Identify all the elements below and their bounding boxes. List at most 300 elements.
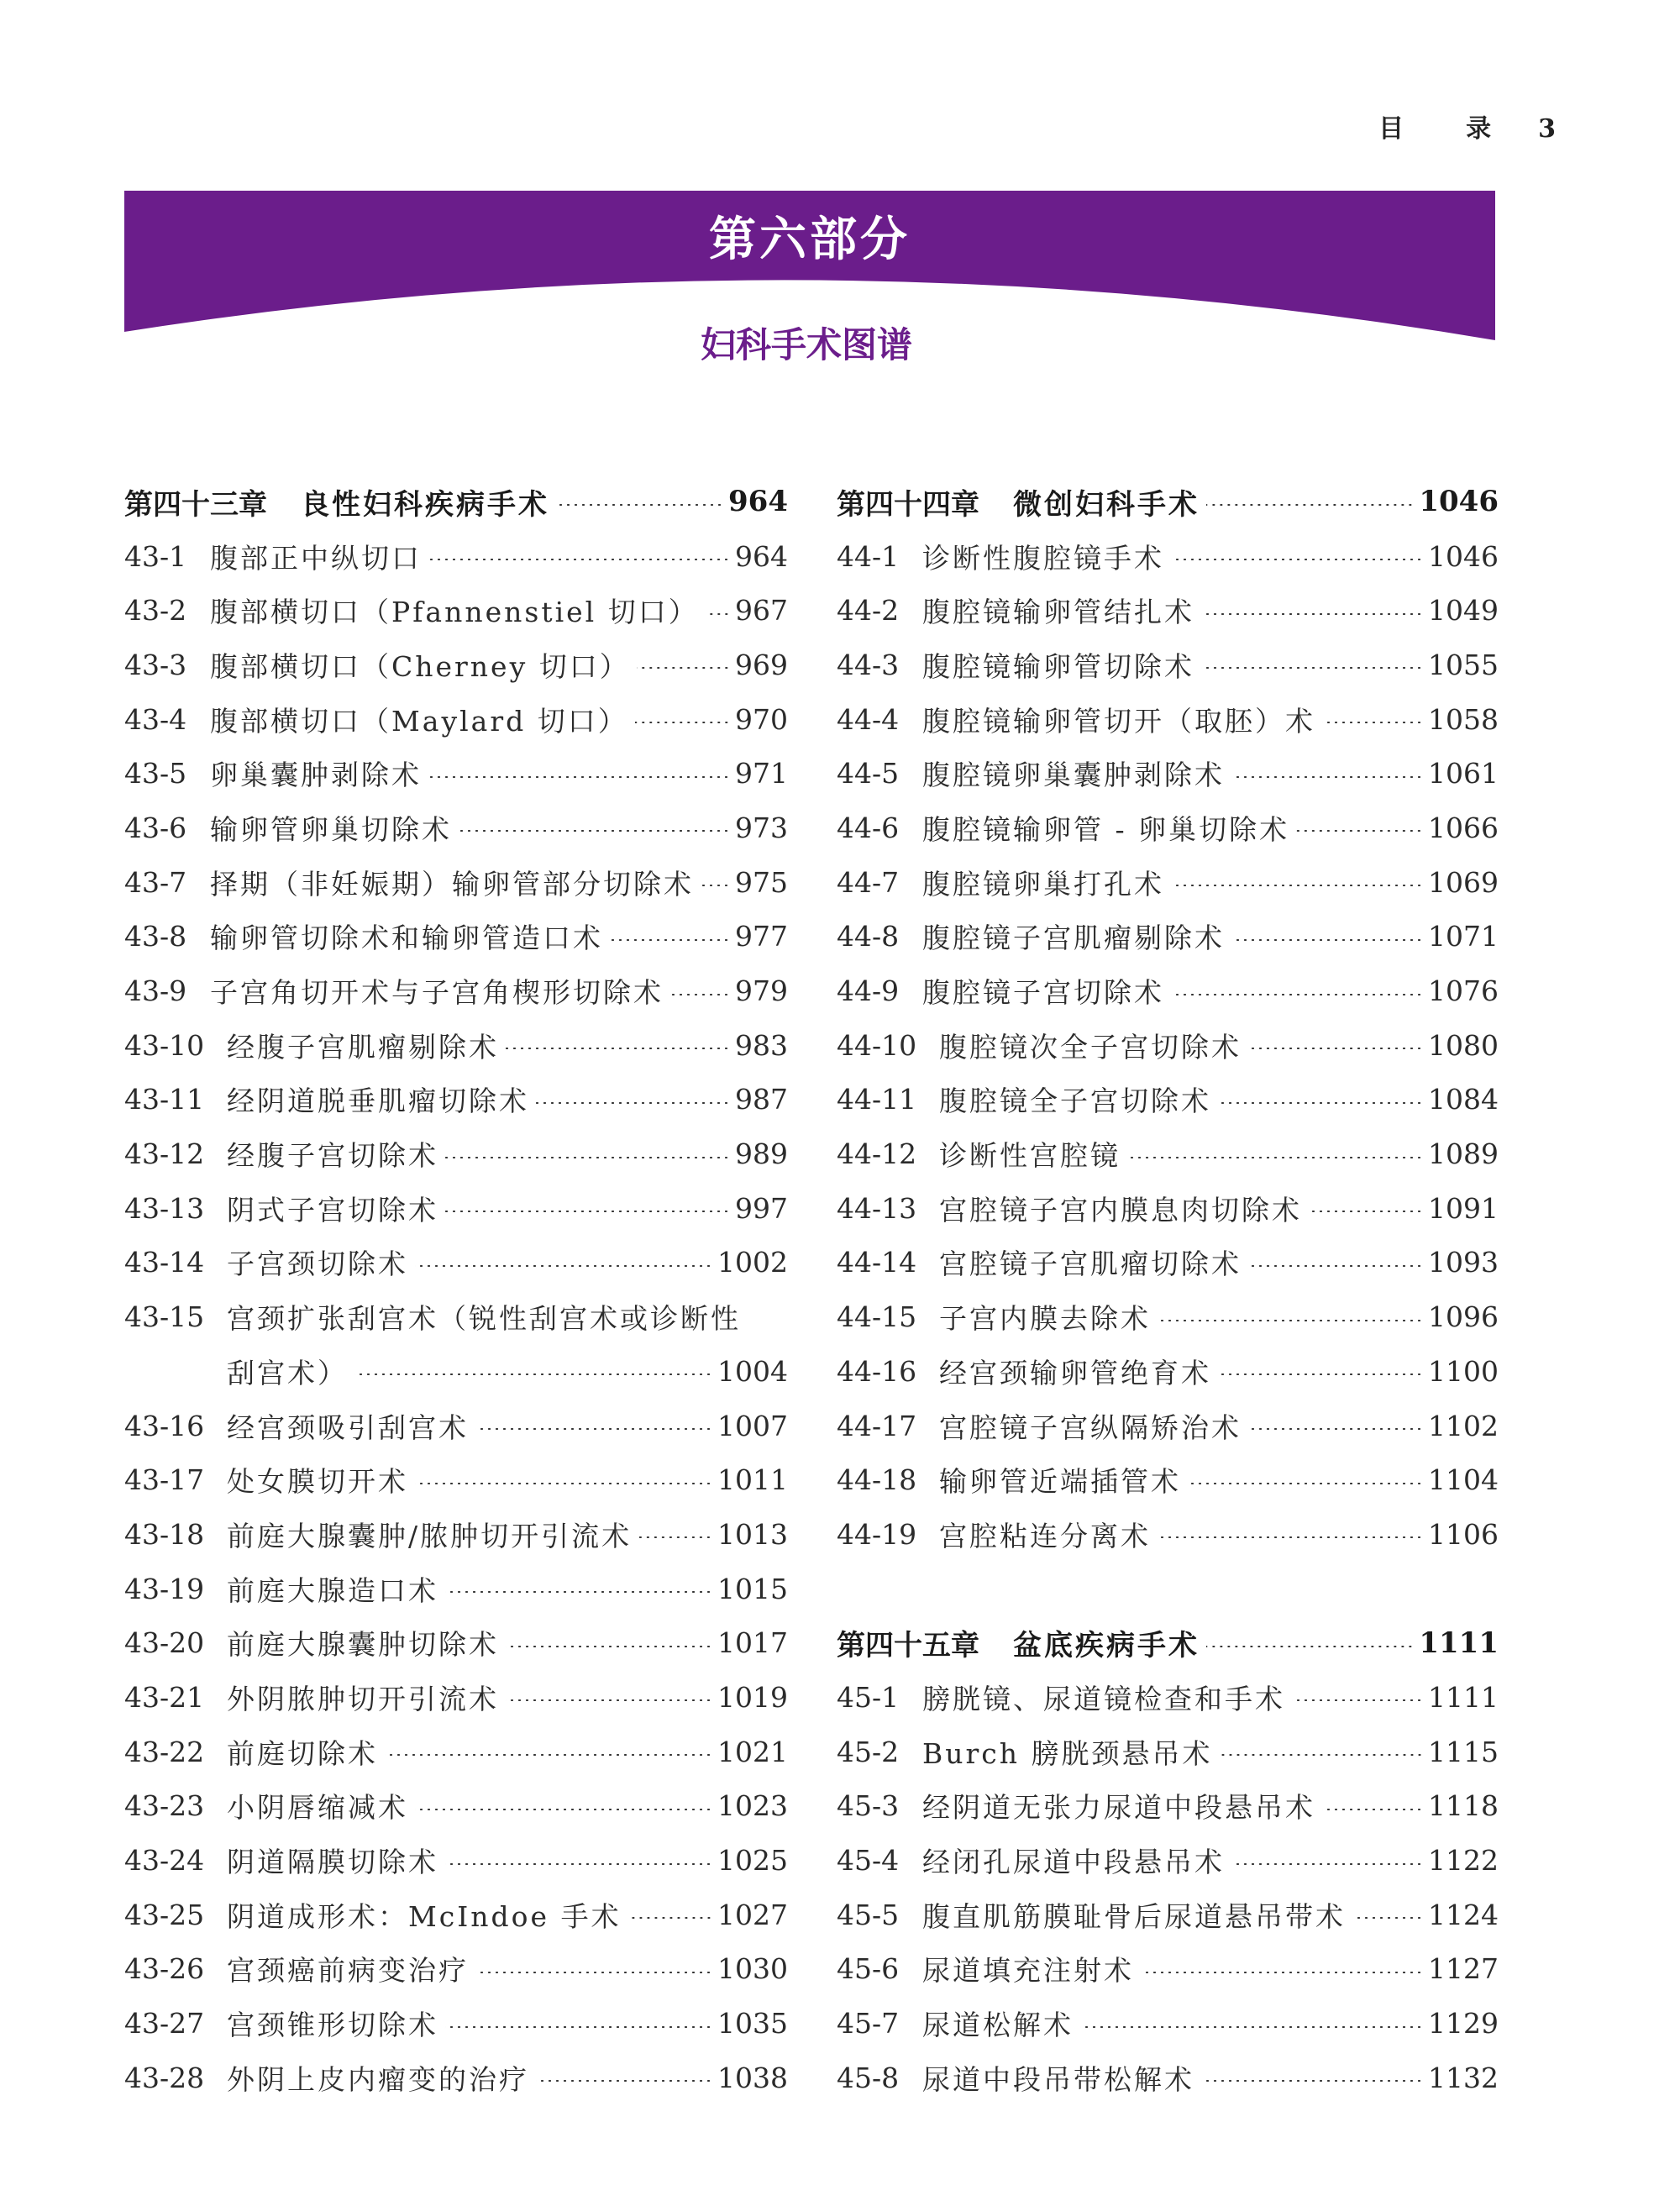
- entry-number: 44-6: [837, 811, 900, 844]
- dot-leader: [1218, 1102, 1423, 1104]
- dot-leader: [1322, 722, 1423, 723]
- chapter-43-heading[interactable]: [124, 475, 788, 529]
- entry-title: 输卵管近端插管术: [939, 1465, 1181, 1499]
- entry-page: 989: [735, 1137, 788, 1171]
- header-title: 目 录: [1378, 114, 1510, 144]
- entry-page: 977: [735, 920, 788, 953]
- entry-title: 腹部正中纵切口: [210, 541, 422, 575]
- entry-page: 1019: [717, 1680, 788, 1714]
- toc-entry[interactable]: [124, 1399, 788, 1453]
- entry-page: 1004: [717, 1354, 788, 1388]
- dot-leader: [701, 885, 730, 886]
- entry-title: 诊断性腹腔镜手术: [922, 541, 1164, 575]
- entry-title: 子宫颈切除术: [227, 1247, 408, 1281]
- entry-number: 43-12: [124, 1137, 205, 1171]
- entry-page: 1025: [717, 1844, 788, 1878]
- entry-page: 1069: [1428, 865, 1499, 899]
- running-header: [1378, 108, 1556, 144]
- entry-title: 经腹子宫切除术: [227, 1139, 438, 1173]
- dot-leader: [506, 1646, 712, 1647]
- entry-title: 经宫颈吸引刮宫术: [227, 1410, 469, 1444]
- toc-entry[interactable]: [837, 1073, 1499, 1127]
- chapter-number: 第四十五章: [837, 1629, 979, 1663]
- entry-number: 43-16: [124, 1409, 205, 1442]
- entry-page: 987: [735, 1083, 788, 1116]
- dot-leader: [536, 1102, 730, 1104]
- entry-number: 45-3: [837, 1789, 900, 1823]
- entry-title: 输卵管卵巢切除术: [210, 812, 452, 846]
- entry-page: 964: [735, 539, 788, 573]
- entry-page: 1118: [1428, 1789, 1499, 1823]
- dot-leader: [506, 1699, 712, 1701]
- entry-page: 973: [735, 811, 788, 844]
- toc-entry[interactable]: [124, 529, 788, 584]
- entry-title: 腹腔镜输卵管 - 卵巢切除术: [922, 812, 1290, 846]
- entry-title: 输卵管切除术和输卵管造口术: [210, 922, 603, 955]
- entry-title: 前庭大腺囊肿/脓肿切开引流术: [227, 1519, 633, 1552]
- entry-title: 腹腔镜卵巢囊肿剥除术: [922, 759, 1225, 792]
- entry-number: 43-10: [124, 1028, 205, 1062]
- entry-page: 1111: [1428, 1680, 1499, 1714]
- entry-page: 1061: [1428, 757, 1499, 790]
- entry-number: 45-2: [837, 1735, 900, 1768]
- entry-page: 1106: [1428, 1517, 1499, 1551]
- dot-leader: [1296, 830, 1423, 832]
- dot-leader: [1201, 2080, 1423, 2082]
- entry-page: 1030: [717, 1952, 788, 1986]
- entry-page: 1071: [1428, 920, 1499, 953]
- toc-entry[interactable]: [124, 1996, 788, 2051]
- entry-title: 腹部横切口（Maylard 切口）: [210, 704, 628, 738]
- entry-number: 43-27: [124, 2007, 205, 2041]
- entry-page: 1013: [717, 1517, 788, 1551]
- toc-entry[interactable]: [837, 1833, 1499, 1888]
- dot-leader: [1141, 1972, 1423, 1973]
- entry-page: 1084: [1428, 1083, 1499, 1116]
- entry-number: 44-13: [837, 1191, 917, 1225]
- dot-leader: [428, 776, 730, 778]
- entry-number: 43-24: [124, 1844, 205, 1878]
- entry-number: 44-14: [837, 1246, 917, 1279]
- dot-leader: [415, 1265, 712, 1267]
- toc-entry[interactable]: [837, 1289, 1499, 1344]
- toc-column-right: [837, 475, 1499, 2105]
- entry-page: 1021: [717, 1735, 788, 1768]
- dot-leader: [1171, 994, 1423, 995]
- toc-entry[interactable]: [837, 638, 1499, 692]
- toc-entry[interactable]: [837, 1236, 1499, 1290]
- dot-leader: [1171, 885, 1423, 886]
- entry-page: 1007: [717, 1409, 788, 1442]
- entry-number: 43-21: [124, 1680, 205, 1714]
- entry-title: 宫腔镜子宫内膜息肉切除术: [939, 1193, 1302, 1226]
- dot-leader: [1231, 776, 1423, 778]
- entry-title: 宫腔镜子宫肌瘤切除术: [939, 1247, 1242, 1281]
- entry-number: 45-6: [837, 1952, 900, 1986]
- toc-entry[interactable]: [837, 583, 1499, 638]
- entry-page: 1027: [717, 1898, 788, 1931]
- dot-leader: [1248, 1048, 1423, 1049]
- dot-leader: [1231, 939, 1423, 941]
- dot-leader: [1201, 613, 1423, 615]
- entry-page: 1080: [1428, 1028, 1499, 1062]
- toc-entry[interactable]: [837, 1779, 1499, 1834]
- toc-entry[interactable]: [837, 1181, 1499, 1236]
- entry-number: 43-26: [124, 1952, 205, 1986]
- toc-entry-continuation[interactable]: [124, 1344, 788, 1399]
- entry-number: 45-7: [837, 2007, 900, 2041]
- toc-entry[interactable]: [124, 1018, 788, 1073]
- entry-number: 43-28: [124, 2061, 205, 2094]
- entry-number: 43-5: [124, 757, 187, 790]
- entry-title: 前庭大腺造口术: [227, 1573, 438, 1607]
- part-title: 第六部分: [709, 212, 911, 267]
- toc-entry[interactable]: [124, 1725, 788, 1779]
- entry-page: 970: [735, 702, 788, 736]
- toc-entry[interactable]: [124, 1779, 788, 1834]
- entry-title: 腹腔镜全子宫切除术: [939, 1085, 1211, 1118]
- entry-number: 43-23: [124, 1789, 205, 1823]
- entry-number: 44-10: [837, 1028, 917, 1062]
- entry-number: 43-4: [124, 702, 187, 736]
- entry-page: 1055: [1428, 648, 1499, 681]
- entry-title: 腹部横切口（Pfannenstiel 切口）: [210, 596, 699, 629]
- toc-entry[interactable]: [837, 1452, 1499, 1507]
- toc-entry[interactable]: [837, 1942, 1499, 1997]
- entry-title: Burch 膀胱颈悬吊术: [922, 1736, 1213, 1770]
- toc-entry[interactable]: [124, 746, 788, 801]
- toc-entry[interactable]: [837, 1507, 1499, 1562]
- entry-number: 43-19: [124, 1572, 205, 1605]
- entry-title: 腹腔镜输卵管切除术: [922, 649, 1194, 683]
- chapter-title: 良性妇科疾病手术: [301, 487, 549, 522]
- dot-leader: [1248, 1265, 1423, 1267]
- entry-page: 1023: [717, 1789, 788, 1823]
- toc-entry[interactable]: [837, 1996, 1499, 2051]
- entry-number: 43-13: [124, 1191, 205, 1225]
- dot-leader: [1080, 2026, 1423, 2028]
- entry-number: 43-6: [124, 811, 187, 844]
- entry-title: 经阴道无张力尿道中段悬吊术: [922, 1791, 1315, 1825]
- entry-number: 43-7: [124, 865, 187, 899]
- entry-number: 43-17: [124, 1463, 205, 1497]
- dot-leader: [506, 1048, 730, 1049]
- dot-leader: [1352, 1917, 1423, 1919]
- dot-leader: [1248, 1428, 1423, 1430]
- entry-number: 44-7: [837, 865, 900, 899]
- chapter-page: 964: [728, 485, 788, 519]
- toc-entry[interactable]: [124, 1562, 788, 1616]
- entry-number: 44-11: [837, 1083, 917, 1116]
- entry-title: 处女膜切开术: [227, 1465, 408, 1499]
- dot-leader: [1171, 559, 1423, 560]
- toc-entry[interactable]: [837, 746, 1499, 801]
- dot-leader: [445, 1591, 712, 1593]
- dot-leader: [1218, 1374, 1423, 1375]
- dot-leader: [635, 722, 730, 723]
- entry-title: 经腹子宫肌瘤剔除术: [227, 1030, 499, 1064]
- toc-entry[interactable]: [124, 1507, 788, 1562]
- chapter-number: 第四十三章: [124, 487, 267, 522]
- entry-page: 1124: [1428, 1898, 1499, 1931]
- toc-entry[interactable]: [837, 1888, 1499, 1942]
- entry-title: 诊断性宫腔镜: [939, 1139, 1121, 1173]
- entry-title: 尿道填充注射术: [922, 1954, 1134, 1988]
- entry-number: 43-15: [124, 1300, 205, 1334]
- entry-title: 前庭切除术: [227, 1736, 378, 1770]
- dot-leader: [445, 2026, 712, 2028]
- dot-leader: [1201, 667, 1423, 669]
- toc-entry[interactable]: [837, 1127, 1499, 1181]
- entry-title: 宫颈癌前病变治疗: [227, 1954, 469, 1988]
- entry-title: 阴式子宫切除术: [227, 1193, 438, 1226]
- entry-number: 44-15: [837, 1300, 917, 1334]
- entry-number: 44-18: [837, 1463, 917, 1497]
- entry-title: 尿道松解术: [922, 2009, 1074, 2042]
- toc-entry[interactable]: [124, 1181, 788, 1236]
- dot-leader: [638, 1536, 712, 1538]
- toc-entry[interactable]: [837, 801, 1499, 855]
- entry-title: 腹腔镜子宫肌瘤剔除术: [922, 922, 1225, 955]
- dot-leader: [1309, 1211, 1423, 1212]
- entry-page: 979: [735, 974, 788, 1008]
- entry-page: 1102: [1428, 1409, 1499, 1442]
- entry-number: 44-9: [837, 974, 900, 1008]
- toc-entry[interactable]: [124, 964, 788, 1018]
- entry-title: 膀胱镜、尿道镜检查和手术: [922, 1682, 1285, 1715]
- entry-number: 45-8: [837, 2061, 900, 2094]
- toc-entry[interactable]: [837, 855, 1499, 910]
- toc-entry[interactable]: [124, 638, 788, 692]
- dot-leader: [670, 994, 730, 995]
- toc-entry[interactable]: [124, 2051, 788, 2105]
- dot-leader: [1158, 1536, 1423, 1538]
- entry-title: 经阴道脱垂肌瘤切除术: [227, 1085, 529, 1118]
- toc-entry[interactable]: [124, 583, 788, 638]
- dot-leader: [1231, 1863, 1423, 1865]
- toc-entry[interactable]: [837, 1399, 1499, 1453]
- dot-leader: [628, 1917, 712, 1919]
- dot-leader: [1158, 1320, 1423, 1321]
- chapter-page: 1111: [1419, 1626, 1499, 1660]
- entry-page: 997: [735, 1191, 788, 1225]
- entry-number: 44-19: [837, 1517, 917, 1551]
- entry-number: 44-4: [837, 702, 900, 736]
- entry-title: 宫颈锥形切除术: [227, 2009, 438, 2042]
- toc-entry[interactable]: [124, 855, 788, 910]
- entry-number: 43-8: [124, 920, 187, 953]
- entry-title: 宫腔镜子宫纵隔矫治术: [939, 1410, 1242, 1444]
- entry-page: 1122: [1428, 1844, 1499, 1878]
- toc-entry[interactable]: [837, 1725, 1499, 1779]
- toc-entry[interactable]: [837, 1344, 1499, 1399]
- entry-title: 卵巢囊肿剥除术: [210, 759, 422, 792]
- entry-number: 43-20: [124, 1626, 205, 1660]
- entry-number: 44-5: [837, 757, 900, 790]
- entry-title: 腹腔镜卵巢打孔术: [922, 867, 1164, 901]
- entry-page: 1091: [1428, 1191, 1499, 1225]
- entry-page: 1011: [717, 1463, 788, 1497]
- toc-entry[interactable]: [837, 692, 1499, 747]
- entry-number: 43-25: [124, 1898, 205, 1931]
- dot-leader: [354, 1374, 712, 1375]
- dot-leader: [445, 1863, 712, 1865]
- dot-leader: [445, 1157, 730, 1158]
- entry-page: 1038: [717, 2061, 788, 2094]
- entry-number: 44-1: [837, 539, 900, 573]
- entry-page: 1017: [717, 1626, 788, 1660]
- entry-number: 44-8: [837, 920, 900, 953]
- entry-number: 45-1: [837, 1680, 900, 1714]
- entry-title: 尿道中段吊带松解术: [922, 2062, 1194, 2096]
- entry-page: 1093: [1428, 1246, 1499, 1279]
- entry-title: 经闭孔尿道中段悬吊术: [922, 1846, 1225, 1879]
- entry-page: 1015: [717, 1572, 788, 1605]
- header-page-number: 3: [1538, 114, 1556, 144]
- entry-title: 择期（非妊娠期）输卵管部分切除术: [210, 867, 694, 901]
- dot-leader: [1188, 1483, 1423, 1484]
- entry-title: 子宫内膜去除术: [939, 1302, 1151, 1336]
- part-subtitle: 妇科手术图谱: [700, 324, 912, 365]
- dot-leader: [1292, 1699, 1423, 1701]
- entry-title: 经宫颈输卵管绝育术: [939, 1356, 1211, 1389]
- entry-title: 宫腔粘连分离术: [939, 1519, 1151, 1552]
- dot-leader: [1220, 1754, 1424, 1756]
- dot-leader: [415, 1483, 712, 1484]
- dot-leader: [1127, 1157, 1423, 1158]
- entry-number: 43-18: [124, 1517, 205, 1551]
- toc-entry[interactable]: [837, 1018, 1499, 1073]
- entry-number: 45-4: [837, 1844, 900, 1878]
- entry-number: 43-11: [124, 1083, 205, 1116]
- toc-entry[interactable]: [837, 1670, 1499, 1725]
- dot-leader: [475, 1972, 712, 1973]
- dot-leader: [1322, 1809, 1423, 1810]
- entry-page: 971: [735, 757, 788, 790]
- entry-title: 腹腔镜输卵管结扎术: [922, 596, 1194, 629]
- toc-entry[interactable]: [124, 1942, 788, 1997]
- entry-number: 43-14: [124, 1246, 205, 1279]
- toc-entry[interactable]: [124, 1888, 788, 1942]
- toc-entry[interactable]: [124, 1615, 788, 1670]
- toc-entry[interactable]: [124, 1452, 788, 1507]
- toc-entry[interactable]: [124, 1670, 788, 1725]
- dot-leader: [445, 1211, 730, 1212]
- entry-title: 外阴上皮内瘤变的治疗: [227, 2062, 529, 2096]
- section-gap: [837, 1562, 1499, 1616]
- toc-entry[interactable]: [837, 910, 1499, 964]
- entry-number: 43-2: [124, 594, 187, 628]
- entry-number: 44-2: [837, 594, 900, 628]
- dot-leader: [1206, 1646, 1414, 1647]
- entry-title-cont: 刮宫术）: [227, 1356, 348, 1389]
- entry-page: 1132: [1428, 2061, 1499, 2094]
- entry-number: 43-9: [124, 974, 187, 1008]
- entry-title: 阴道成形术：McIndoe 手术: [227, 1899, 622, 1933]
- entry-page: 967: [735, 594, 788, 628]
- chapter-page: 1046: [1419, 485, 1499, 519]
- entry-page: 1049: [1428, 594, 1499, 628]
- toc-entry[interactable]: [124, 692, 788, 747]
- entry-page: 1127: [1428, 1952, 1499, 1986]
- entry-title: 腹部横切口（Cherney 切口）: [210, 649, 630, 683]
- entry-page: 975: [735, 865, 788, 899]
- entry-page: 1115: [1428, 1735, 1499, 1768]
- entry-page: 1089: [1428, 1137, 1499, 1171]
- entry-title: 腹直肌筋膜耻骨后尿道悬吊带术: [922, 1899, 1346, 1933]
- toc-column-left: [124, 475, 788, 2105]
- toc-entry[interactable]: [124, 1289, 788, 1344]
- dot-leader: [637, 667, 730, 669]
- dot-leader: [1206, 504, 1414, 506]
- dot-leader: [556, 504, 723, 506]
- entry-title: 子宫角切开术与子宫角楔形切除术: [210, 976, 664, 1010]
- entry-page: 1100: [1428, 1354, 1499, 1388]
- entry-page: 1058: [1428, 702, 1499, 736]
- entry-title: 腹腔镜输卵管切开（取胚）术: [922, 704, 1315, 738]
- entry-title: 小阴唇缩减术: [227, 1791, 408, 1825]
- entry-page: 969: [735, 648, 788, 681]
- entry-number: 43-3: [124, 648, 187, 681]
- entry-page: 1076: [1428, 974, 1499, 1008]
- dot-leader: [610, 939, 730, 941]
- entry-number: 44-17: [837, 1409, 917, 1442]
- toc-entry[interactable]: [124, 1236, 788, 1290]
- dot-leader: [385, 1754, 712, 1756]
- chapter-number: 第四十四章: [837, 487, 979, 522]
- entry-number: 43-22: [124, 1735, 205, 1768]
- toc-entry[interactable]: [124, 801, 788, 855]
- entry-number: 43-1: [124, 539, 187, 573]
- entry-page: 1096: [1428, 1300, 1499, 1334]
- toc-entry[interactable]: [124, 1127, 788, 1181]
- entry-page: 1046: [1428, 539, 1499, 573]
- entry-page: 1035: [717, 2007, 788, 2041]
- dot-leader: [475, 1428, 712, 1430]
- entry-page: 1129: [1428, 2007, 1499, 2041]
- entry-title: 外阴脓肿切开引流术: [227, 1682, 499, 1715]
- chapter-44-heading[interactable]: [837, 475, 1499, 529]
- entry-title: 宫颈扩张刮宫术（锐性刮宫术或诊断性: [227, 1302, 741, 1336]
- entry-title: 阴道隔膜切除术: [227, 1846, 438, 1879]
- entry-title: 腹腔镜次全子宫切除术: [939, 1030, 1242, 1064]
- toc-entry[interactable]: [837, 2051, 1499, 2105]
- entry-page: 983: [735, 1028, 788, 1062]
- dot-leader: [536, 2080, 712, 2082]
- entry-number: 44-16: [837, 1354, 917, 1388]
- chapter-title: 盆底疾病手术: [1013, 1629, 1200, 1663]
- chapter-45-heading[interactable]: [837, 1615, 1499, 1670]
- entry-title: 腹腔镜子宫切除术: [922, 976, 1164, 1010]
- toc-entry[interactable]: [837, 529, 1499, 584]
- entry-page: 1104: [1428, 1463, 1499, 1497]
- entry-page: 1002: [717, 1246, 788, 1279]
- toc-entry[interactable]: [124, 910, 788, 964]
- toc-entry[interactable]: [124, 1833, 788, 1888]
- dot-leader: [415, 1809, 712, 1810]
- entry-number: 45-5: [837, 1898, 900, 1931]
- chapter-title: 微创妇科手术: [1013, 487, 1200, 522]
- toc-entry[interactable]: [124, 1073, 788, 1127]
- dot-leader: [428, 559, 730, 560]
- toc-entry[interactable]: [837, 964, 1499, 1018]
- entry-number: 44-3: [837, 648, 900, 681]
- dot-leader: [459, 830, 730, 832]
- entry-number: 44-12: [837, 1137, 917, 1171]
- entry-title: 前庭大腺囊肿切除术: [227, 1628, 499, 1662]
- entry-page: 1066: [1428, 811, 1499, 844]
- dot-leader: [706, 613, 730, 615]
